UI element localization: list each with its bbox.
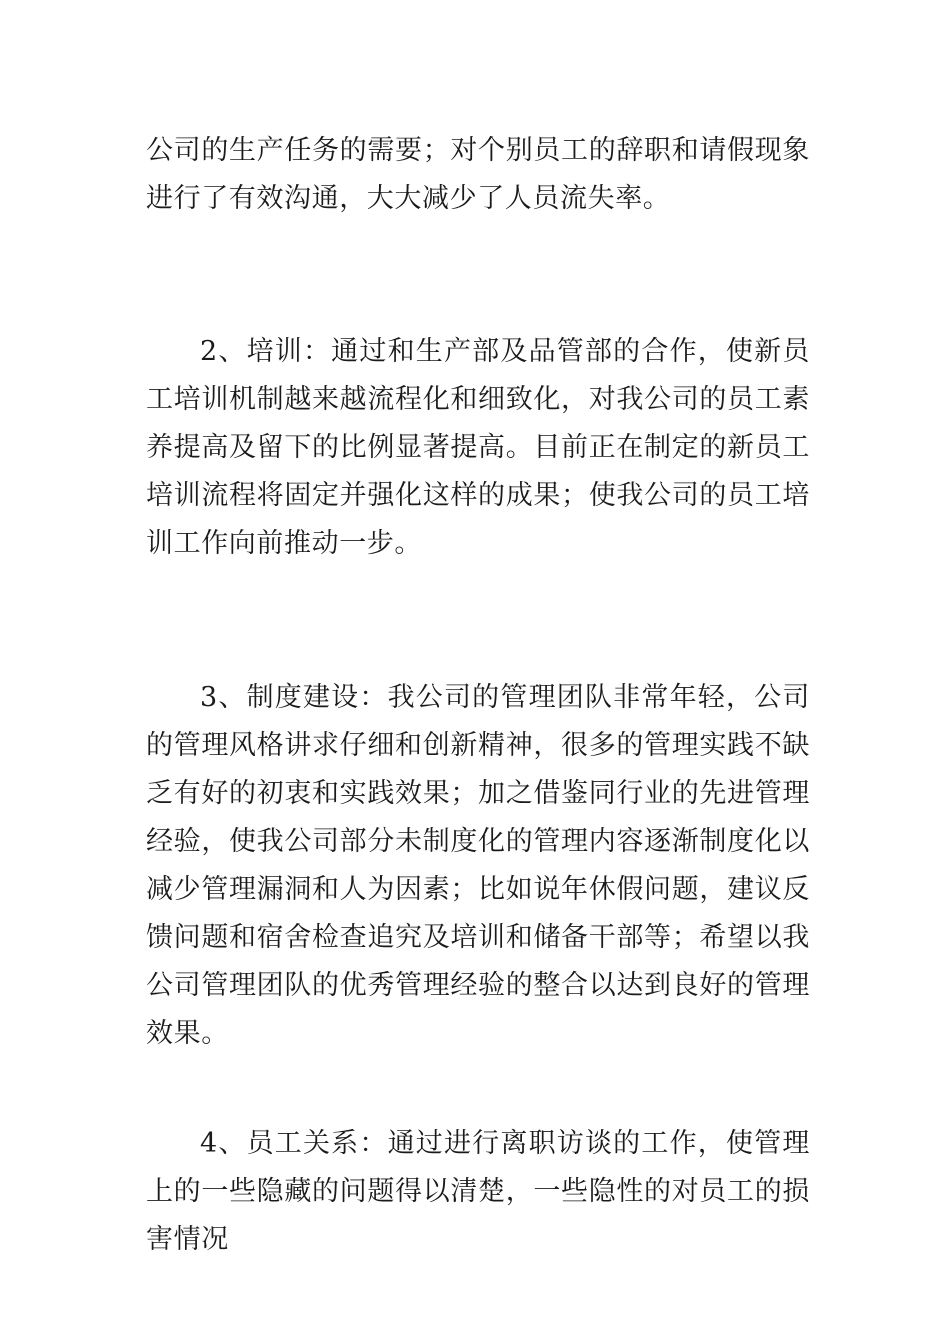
paragraph-continuation: 公司的生产任务的需要；对个别员工的辞职和请假现象进行了有效沟通，大大减少了人员流失率。: [146, 135, 810, 214]
paragraph-training: 2、培训：通过和生产部及品管部的合作，使新员工培训机制越来越流程化和细致化，对我公司的员工素养提高及留下的比例显著提高。目前正在制定的新员工培训流程将固定并强化这样的成果；使我公司的员工培训工作向前推动一步。: [146, 336, 810, 559]
paragraph-system-building: 3、制度建设：我公司的管理团队非常年轻，公司的管理风格讲求仔细和创新精神，很多的管理实践不缺乏有好的初衷和实践效果；加之借鉴同行业的先进管理经验，使我公司部分未制度化的管理内容逐渐制度化以减少管理漏洞和人为因素；比如说年休假问题，建议反馈问题和宿舍检查追究及培训和储备干部等；希望以我公司管理团队的优秀管理经验的整合以达到良好的管理效果。: [146, 682, 810, 1049]
paragraph-employee-relations: 4、员工关系：通过进行离职访谈的工作，使管理上的一些隐藏的问题得以清楚，一些隐性的对员工的损害情况: [146, 1128, 810, 1255]
